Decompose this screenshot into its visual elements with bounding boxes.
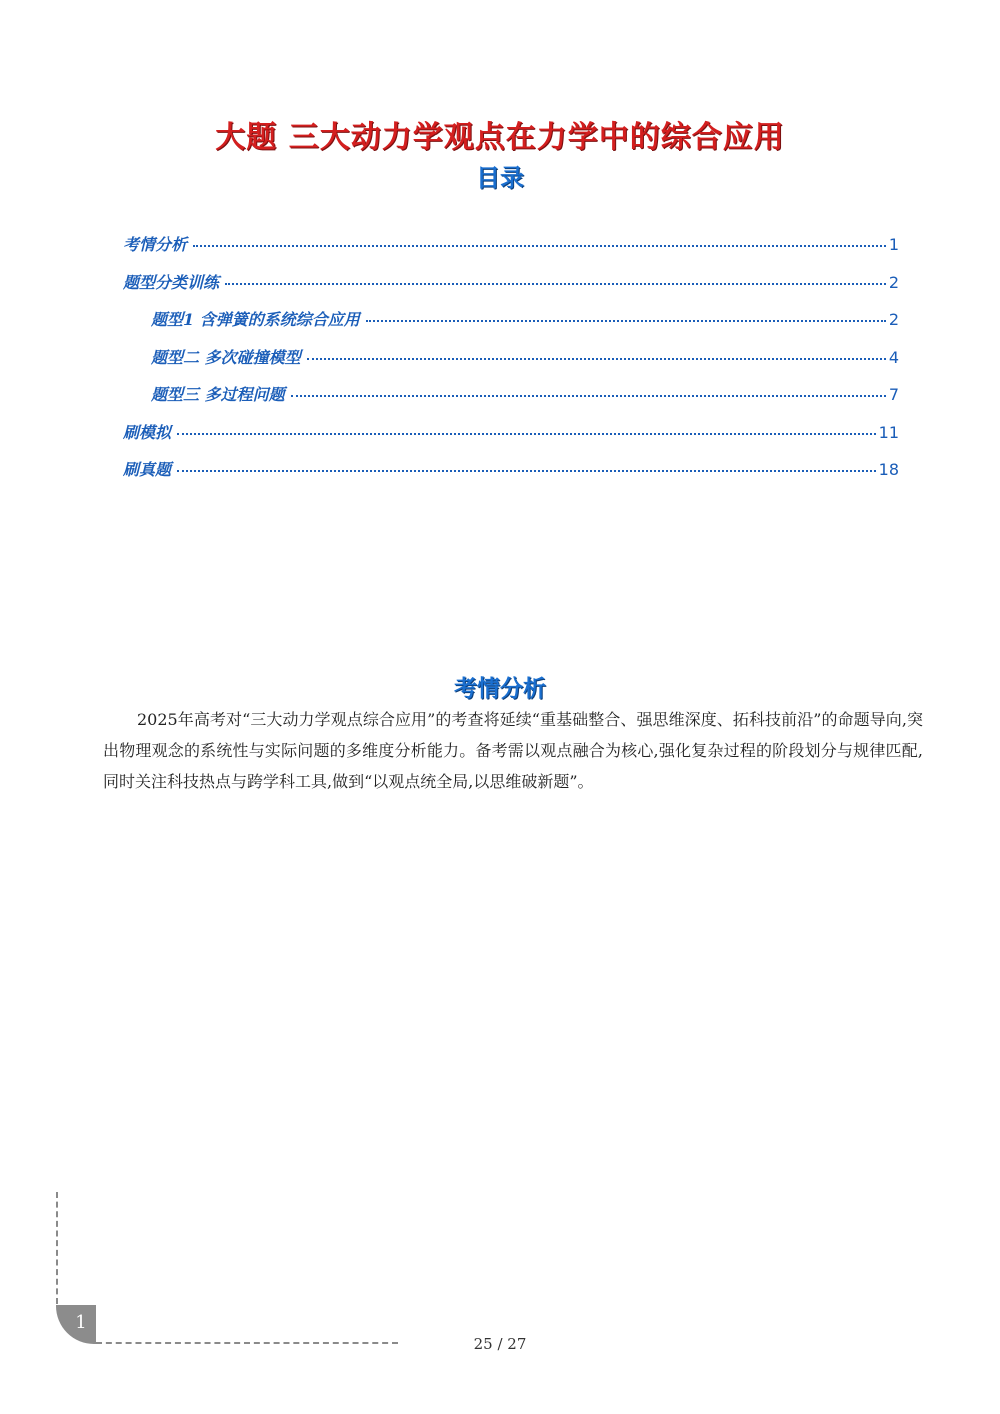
toc-entry-type-1[interactable] <box>123 307 899 345</box>
toc-entry-label: 考情分析 <box>123 235 188 254</box>
document-title: 大题 三大动力学观点在力学中的综合应用 <box>215 120 785 155</box>
toc-entry-label: 刷模拟 <box>123 422 172 442</box>
toc-entry-page: 2 <box>888 272 899 292</box>
toc-entry-page: 7 <box>888 385 899 404</box>
toc-entry-page: 1 <box>888 235 899 254</box>
toc-entry-label: 题型二 多次碰撞模型 <box>151 347 301 367</box>
section-heading: 考情分析 <box>454 676 546 702</box>
toc-entry-page: 18 <box>878 460 899 479</box>
toc-entry-label: 题型分类训练 <box>123 272 220 292</box>
footer-dashed-vertical-line <box>56 1192 58 1304</box>
section-paragraph: 2025年高考对“三大动力学观点综合应用”的考查将延续“重基础整合、强思维深度、拓科技前沿”的命题导向,突出物理观念的系统性与实际问题的多维度分析能力。备考需以观点融合为核心,强化复杂过程的阶段划分与规律匹配,同时关注科技热点与跨学科工具,做到“以观点统全局,以思维破新题”。 <box>103 710 923 791</box>
toc-entry-exam-analysis[interactable] <box>123 232 899 270</box>
toc-entry-label: 刷真题 <box>123 460 172 479</box>
toc-leader-dots <box>193 245 886 247</box>
toc-entry-label: 题型三 多过程问题 <box>151 385 285 404</box>
toc-leader-dots <box>307 358 886 360</box>
toc-entry-page: 2 <box>888 310 899 329</box>
toc-leader-dots <box>366 320 886 322</box>
table-of-contents <box>123 232 899 495</box>
toc-leader-dots <box>225 283 886 285</box>
toc-entry-mock-practice[interactable] <box>123 420 899 458</box>
toc-leader-dots <box>291 395 886 397</box>
toc-entry-page: 11 <box>878 422 899 442</box>
page-number-tab: 1 <box>56 1305 96 1344</box>
toc-entry-page: 4 <box>888 347 899 367</box>
toc-leader-dots <box>177 433 876 435</box>
toc-leader-dots <box>177 470 876 472</box>
toc-entry-type-2[interactable] <box>123 345 899 383</box>
toc-entry-type-3[interactable] <box>123 382 899 420</box>
toc-entry-label: 题型1 含弹簧的系统综合应用 <box>151 310 360 329</box>
page-counter: 25 / 27 <box>473 1335 527 1353</box>
toc-entry-real-exams[interactable] <box>123 457 899 495</box>
toc-entry-question-types[interactable] <box>123 270 899 308</box>
toc-heading: 目录 <box>476 164 524 192</box>
